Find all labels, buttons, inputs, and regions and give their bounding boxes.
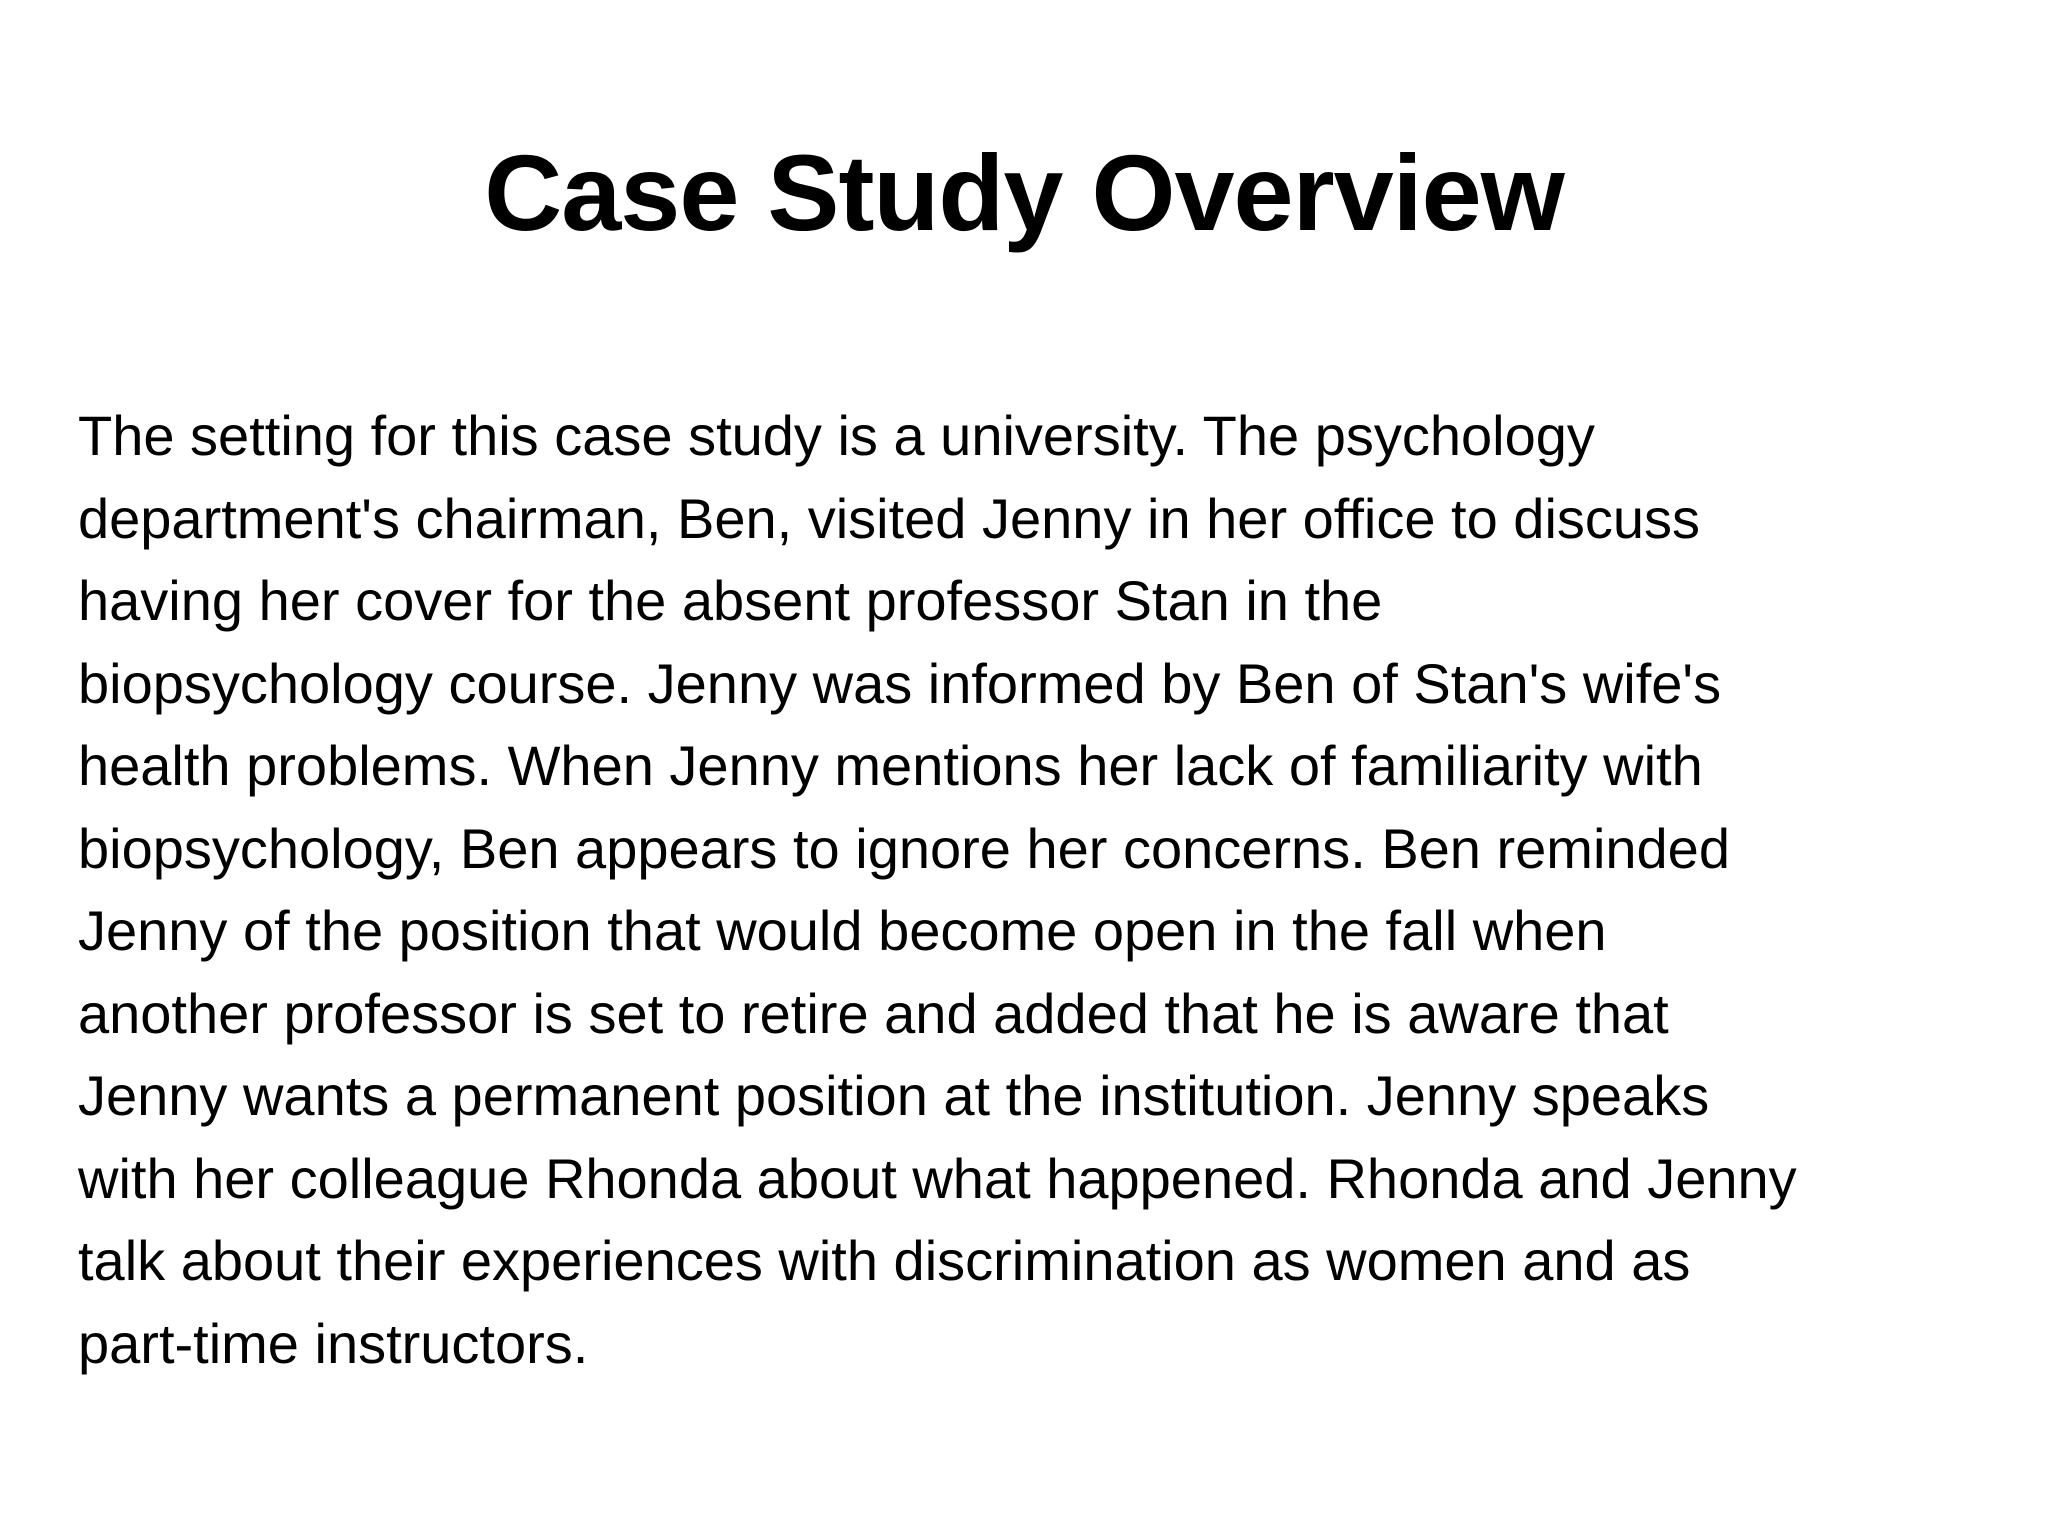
body-line: with her colleague Rhonda about what happened. Rhonda and Jenny (78, 1146, 1797, 1210)
slide-title: Case Study Overview (484, 132, 1564, 253)
body-line: Jenny of the position that would become open in the fall when (78, 899, 1607, 962)
body-line: talk about their experiences with discrimination as women and as (78, 1229, 1691, 1292)
body-line: another professor is set to retire and added that he is aware that (78, 981, 1669, 1045)
body-line: health problems. When Jenny mentions her lack of familiarity with (78, 734, 1703, 797)
body-line: The setting for this case study is a university. The psychology (78, 404, 1595, 467)
body-line: having her cover for the absent professor Stan in the (78, 569, 1383, 632)
body-line: biopsychology course. Jenny was informed by Ben of Stan's wife's (78, 651, 1722, 715)
slide-body-paragraph (78, 395, 2038, 1385)
body-line: biopsychology, Ben appears to ignore her concerns. Ben reminded (78, 816, 1730, 880)
body-line: Jenny wants a permanent position at the institution. Jenny speaks (78, 1064, 1710, 1127)
body-line: part-time instructors. (78, 1311, 589, 1375)
body-line: department's chairman, Ben, visited Jenny in her office to discuss (78, 486, 1701, 550)
